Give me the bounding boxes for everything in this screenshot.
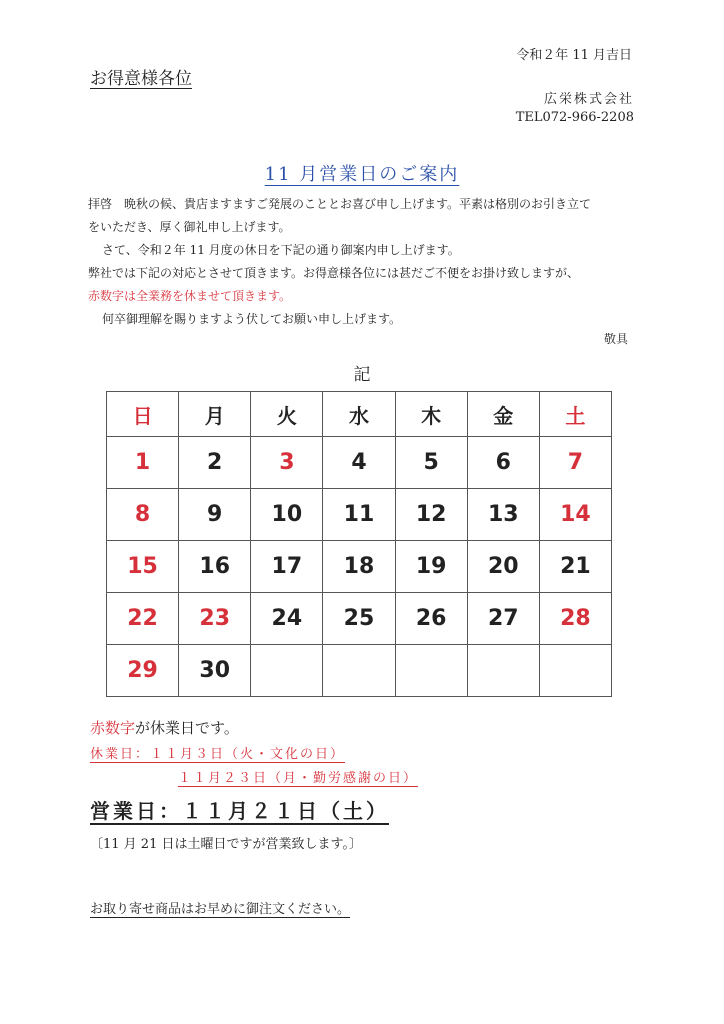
- calendar-day: [539, 645, 611, 697]
- calendar-day: 20: [467, 541, 539, 593]
- holiday-note-2: １１月２３日（月・勤労感謝の日）: [178, 771, 419, 786]
- weekday-sun: 日: [107, 392, 179, 437]
- calendar-day: 2: [179, 437, 251, 489]
- order-reminder: お取り寄せ商品はお早めに御注文ください。: [90, 902, 351, 917]
- calendar-day: 12: [395, 489, 467, 541]
- calendar-day: 6: [467, 437, 539, 489]
- calendar-week-5: [107, 645, 612, 697]
- document-title: 11 月営業日のご案内: [264, 164, 460, 185]
- calendar-day: 7: [539, 437, 611, 489]
- calendar-day: 26: [395, 593, 467, 645]
- weekday-wed: 水: [323, 392, 395, 437]
- weekday-tue: 火: [251, 392, 323, 437]
- calendar-day: 9: [179, 489, 251, 541]
- calendar-week-2: [107, 489, 612, 541]
- calendar-week-1: [107, 437, 612, 489]
- body-line-5-red: 赤数字は全業務を休ませて頂きます。: [88, 289, 292, 303]
- calendar-table: [106, 391, 612, 697]
- calendar-day: [395, 645, 467, 697]
- ki-heading: 記: [353, 365, 371, 385]
- calendar-day: 15: [107, 541, 179, 593]
- red-number-explanation: が休業日です。: [135, 719, 239, 737]
- weekday-sat: 土: [539, 392, 611, 437]
- business-day-note: 営業日：１１月２１日（土）: [90, 799, 389, 823]
- body-line-6: 何卒御理解を賜りますよう伏してお願い申し上げます。: [102, 312, 402, 326]
- calendar-day: 30: [179, 645, 251, 697]
- calendar-weekday-row: [107, 392, 612, 437]
- addressee: お得意様各位: [90, 69, 192, 89]
- calendar-day: 1: [107, 437, 179, 489]
- calendar-day: 14: [539, 489, 611, 541]
- calendar-day: 21: [539, 541, 611, 593]
- body-line-2: をいただき、厚く御礼申し上げます。: [88, 220, 291, 234]
- calendar-day: 24: [251, 593, 323, 645]
- calendar-day: 4: [323, 437, 395, 489]
- calendar-day: 5: [395, 437, 467, 489]
- calendar-day: [467, 645, 539, 697]
- document-date: 令和２年 11 月吉日: [516, 48, 632, 63]
- calendar-day: 8: [107, 489, 179, 541]
- calendar-day: 25: [323, 593, 395, 645]
- calendar-day: [251, 645, 323, 697]
- red-number-legend: [90, 717, 239, 738]
- calendar-day: 27: [467, 593, 539, 645]
- calendar-day: 19: [395, 541, 467, 593]
- company-phone: TEL072-966-2208: [515, 110, 634, 125]
- calendar-day: 11: [323, 489, 395, 541]
- body-line-3: さて、令和２年 11 月度の休日を下記の通り御案内申し上げます。: [102, 243, 460, 257]
- body-line-1: 拝啓 晩秋の候、貴店ますますご発展のこととお喜び申し上げます。平素は格別のお引き立て: [88, 197, 592, 211]
- calendar-day: 3: [251, 437, 323, 489]
- calendar-day: 16: [179, 541, 251, 593]
- closing-keigu: 敬具: [603, 332, 628, 346]
- calendar-day: 10: [251, 489, 323, 541]
- calendar-day: 17: [251, 541, 323, 593]
- weekday-fri: 金: [467, 392, 539, 437]
- weekday-thu: 木: [395, 392, 467, 437]
- body-line-4: 弊社では下記の対応とさせて頂きます。お得意様各位には甚だご不便をお掛け致しますが、: [88, 266, 580, 280]
- red-number-label: 赤数字: [90, 719, 136, 737]
- holiday-note-1: 休業日：１１月３日（火・文化の日）: [90, 747, 346, 762]
- weekday-mon: 月: [179, 392, 251, 437]
- calendar-week-4: [107, 593, 612, 645]
- calendar-day: 18: [323, 541, 395, 593]
- calendar-day: 28: [539, 593, 611, 645]
- calendar-day: 13: [467, 489, 539, 541]
- calendar-day: 22: [107, 593, 179, 645]
- business-day-remark: 〔11 月 21 日は土曜日ですが営業致します。〕: [90, 837, 362, 852]
- calendar-week-3: [107, 541, 612, 593]
- company-name: 広栄株式会社: [543, 92, 634, 107]
- calendar-day: 29: [107, 645, 179, 697]
- calendar-day: 23: [179, 593, 251, 645]
- calendar-day: [323, 645, 395, 697]
